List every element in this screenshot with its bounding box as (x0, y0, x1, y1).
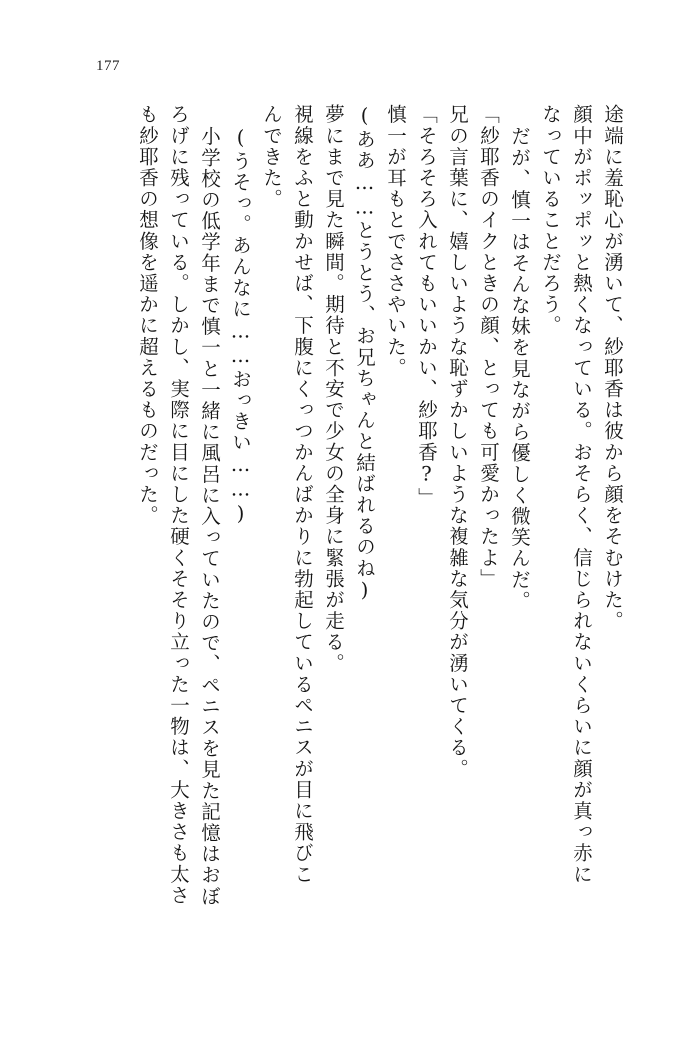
text-column: 「紗耶香のイクときの顔、とっても可愛かったよ」 (477, 104, 500, 590)
text-column: なっていることだろう。 (539, 104, 562, 337)
text-column: も紗耶香の想像を遥かに超えるものだった。 (136, 104, 159, 526)
text-column: ろげに残っている。しかし、実際に目にした硬くそそり立った一物は、大きさも太さ (167, 104, 190, 906)
text-column: 慎一が耳もとでささやいた。 (384, 104, 407, 379)
text-column: んできた。 (260, 104, 283, 210)
text-column: 視線をふと動かせば、下腹にくっつかんばかりに勃起しているペニスが目に飛びこ (291, 104, 314, 885)
vertical-text-body (66, 104, 622, 964)
text-column: (ああ……とうとう、お兄ちゃんと結ばれるのね) (353, 104, 376, 604)
text-column: 途端に羞恥心が湧いて、紗耶香は彼から顔をそむけた。 (601, 104, 624, 632)
text-column: だが、慎一はそんな妹を見ながら優しく微笑んだ。 (508, 126, 531, 612)
page-number: 177 (96, 58, 120, 74)
text-column: 兄の言葉に、嬉しいような恥ずかしいような複雑な気分が湧いてくる。 (446, 104, 469, 780)
text-column: 夢にまで見た瞬間。期待と不安で少女の全身に緊張が走る。 (322, 104, 345, 674)
text-column: 「そろそろ入れてもいいかい、紗耶香?」 (415, 104, 438, 509)
text-column: (うそっ。あんなに……おっきい……) (229, 126, 252, 527)
text-column: 小学校の低学年まで慎一と一緒に風呂に入っていたので、ペニスを見た記憶はおぼ (198, 126, 221, 907)
text-column: 顔中がポッポッと熱くなっている。おそらく、信じられないくらいに顔が真っ赤に (570, 104, 593, 885)
